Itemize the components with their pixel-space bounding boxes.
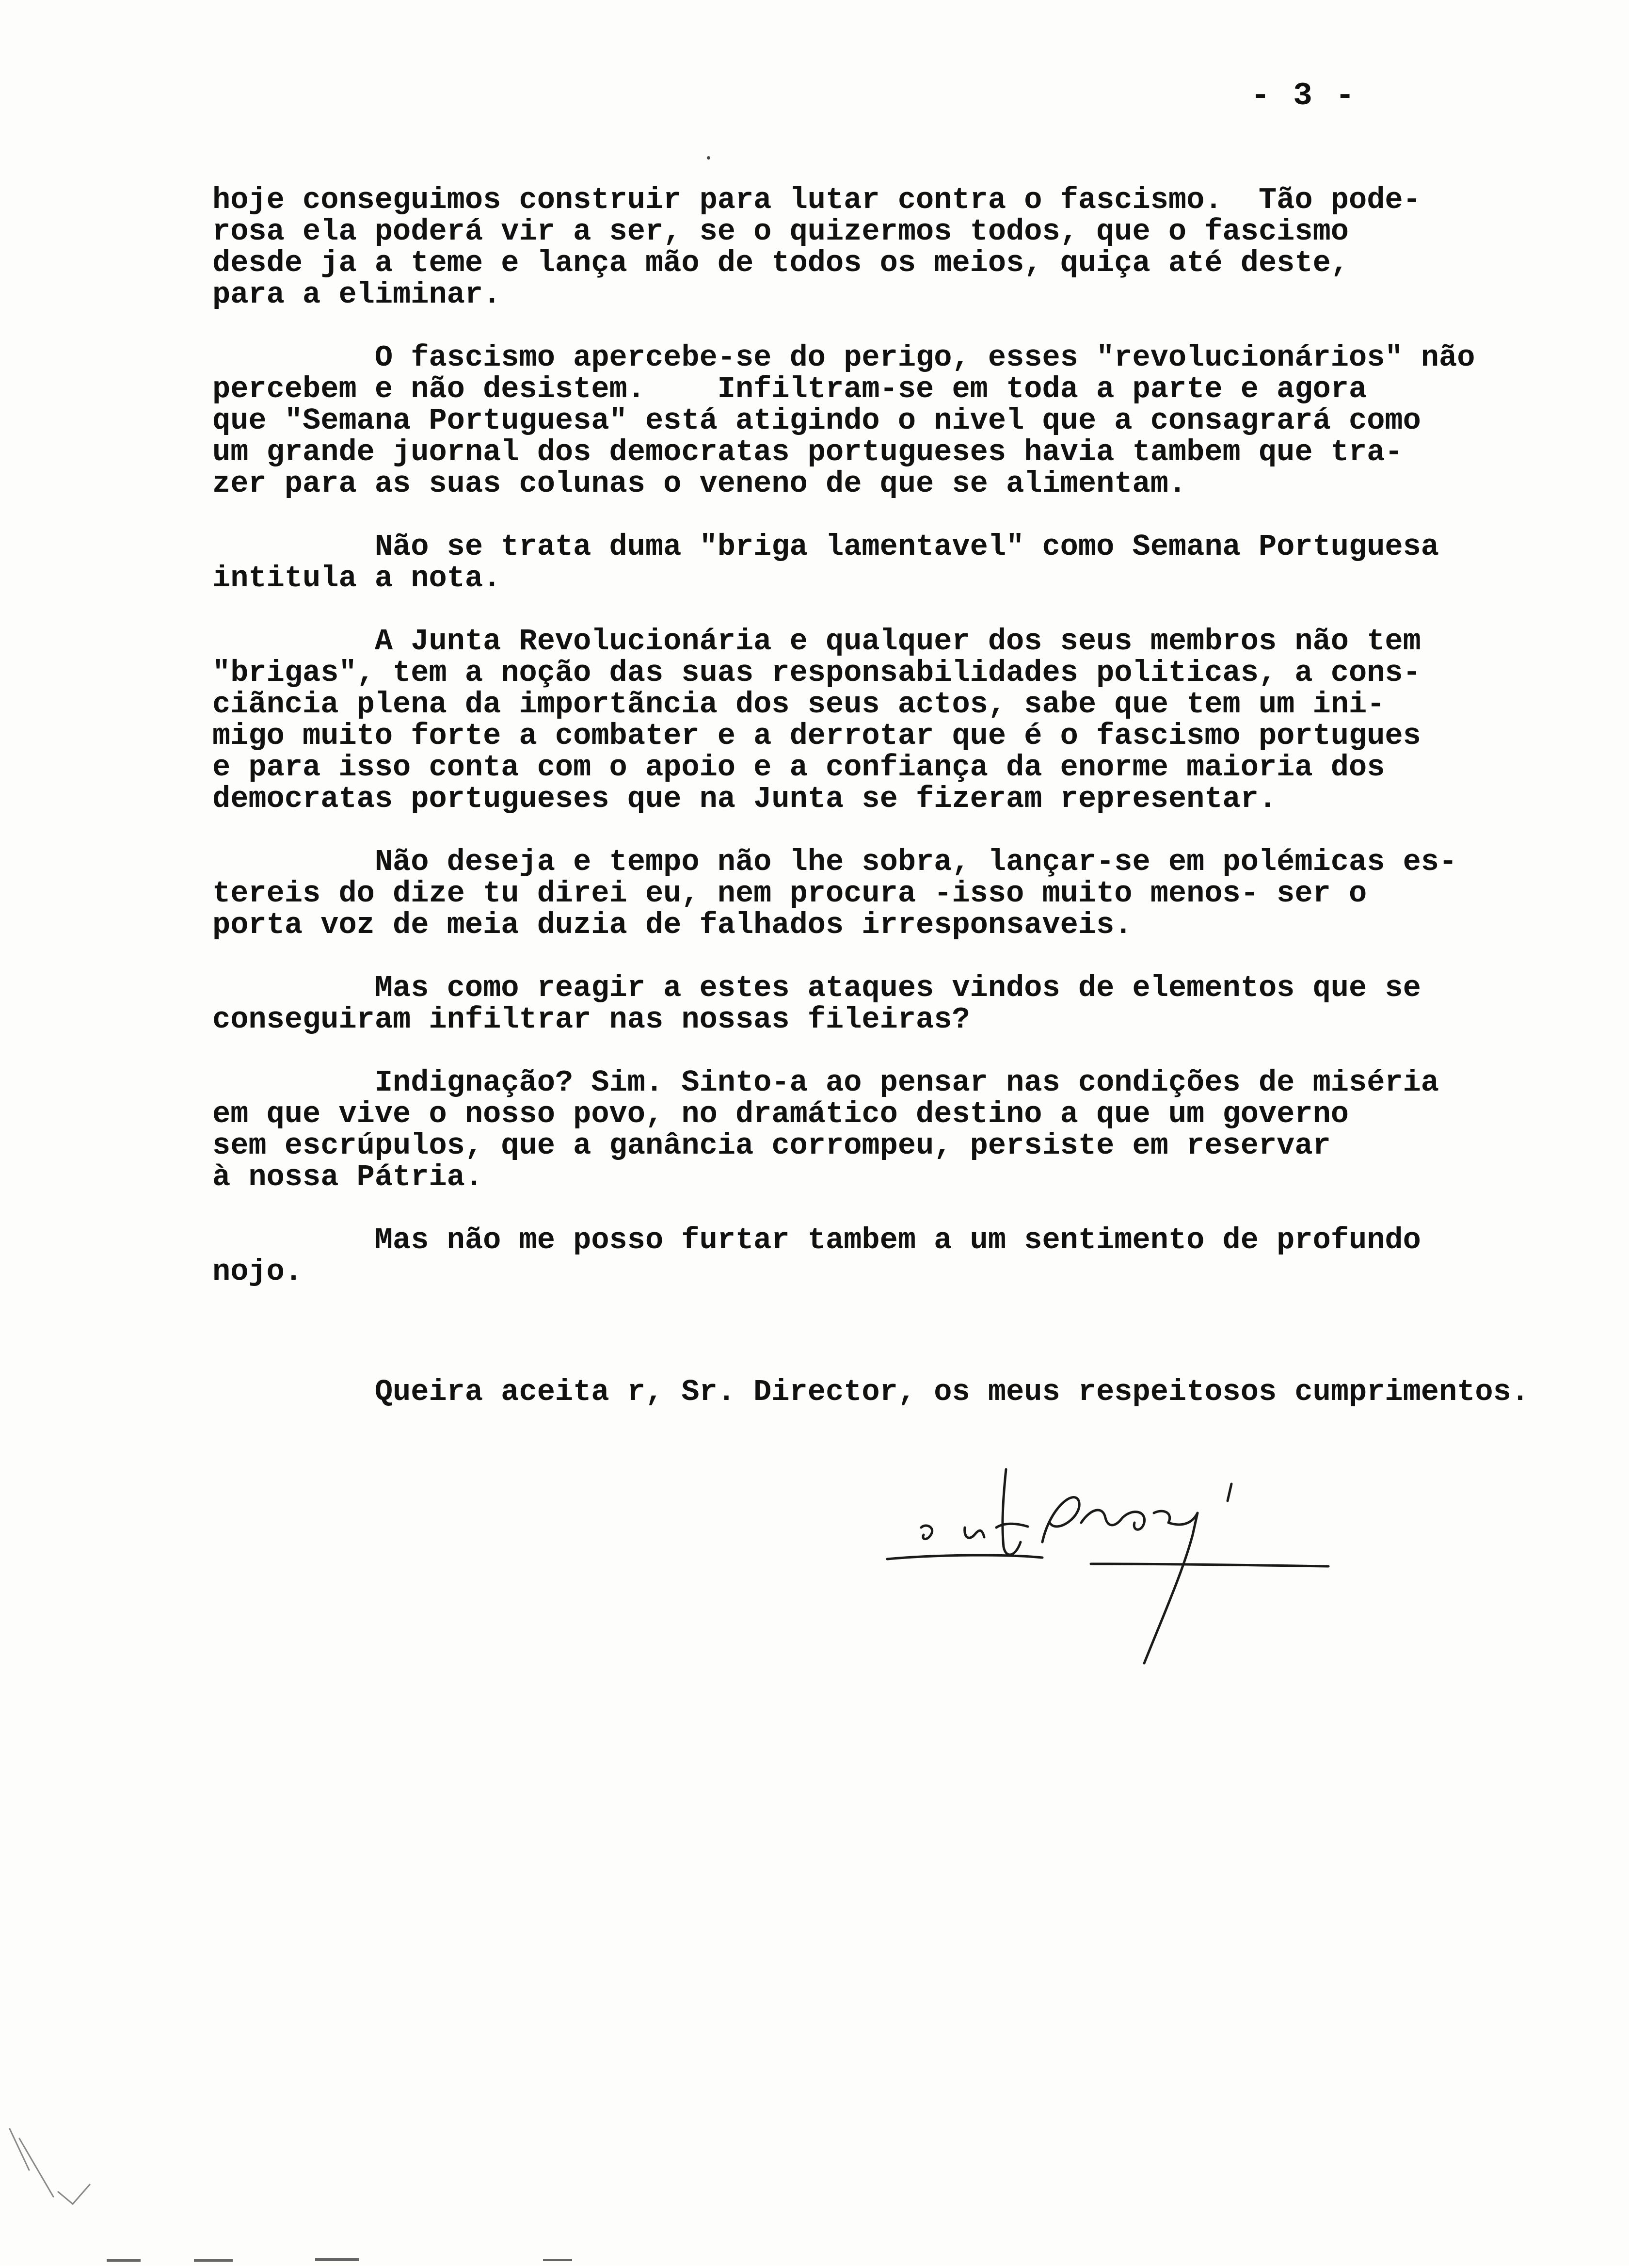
paragraph-1 bbox=[212, 184, 1492, 310]
bottom-smudge bbox=[194, 2259, 233, 2262]
paragraph-5 bbox=[212, 846, 1492, 941]
closing-line: Queira aceita r, Sr. Director, os meus respeitosos cumprimentos. bbox=[212, 1375, 1530, 1409]
paragraph-6 bbox=[212, 972, 1492, 1035]
text-line: ciãncia plena da importãncia dos seus actos, sabe que tem um ini- bbox=[212, 687, 1385, 722]
paragraph-8 bbox=[212, 1224, 1492, 1287]
signature-stroke bbox=[1081, 1510, 1122, 1525]
signature-stroke bbox=[1003, 1469, 1021, 1555]
paper-edge-marks bbox=[0, 2124, 145, 2266]
text-line: Mas não me posso furtar tambem a um sentimento de profundo bbox=[212, 1223, 1421, 1257]
text-line: "brigas", tem a noção das suas responsabilidades politicas, a cons- bbox=[212, 656, 1421, 690]
paragraph-4 bbox=[212, 626, 1492, 815]
text-line: O fascismo apercebe-se do perigo, esses "revolucionários" não bbox=[212, 340, 1475, 375]
text-line: tereis do dize tu direi eu, nem procura -isso muito menos- ser o bbox=[212, 876, 1367, 911]
signature-stroke bbox=[921, 1526, 932, 1539]
bottom-smudge bbox=[107, 2259, 141, 2262]
text-line: conseguiram infiltrar nas nossas fileiras? bbox=[212, 1002, 970, 1037]
bottom-smudge bbox=[543, 2259, 572, 2261]
signature-stroke bbox=[1228, 1484, 1231, 1501]
letter-body bbox=[212, 184, 1492, 1319]
text-line: Não se trata duma "briga lamentavel" como Semana Portuguesa bbox=[212, 530, 1439, 564]
text-line: à nossa Pátria. bbox=[212, 1160, 483, 1194]
text-line: democratas portugueses que na Junta se fizeram representar. bbox=[212, 782, 1277, 816]
text-line: para a eliminar. bbox=[212, 277, 501, 312]
bottom-marks-drawing bbox=[0, 2250, 1629, 2266]
ink-speck bbox=[707, 156, 710, 160]
text-line: em que vive o nosso povo, no dramático destino a que um governo bbox=[212, 1097, 1349, 1131]
paragraph-7 bbox=[212, 1067, 1492, 1193]
signature-stroke bbox=[1042, 1497, 1079, 1542]
edge-scratch bbox=[19, 2139, 53, 2197]
edge-marks-drawing bbox=[0, 2124, 145, 2266]
text-line: sem escrúpulos, que a ganância corrompeu, persiste em reservar bbox=[212, 1128, 1331, 1163]
bottom-smudge bbox=[315, 2258, 359, 2261]
signature-stroke bbox=[996, 1524, 1028, 1528]
text-line: nojo. bbox=[212, 1255, 303, 1289]
signature-stroke bbox=[965, 1528, 984, 1538]
edge-scratch bbox=[58, 2185, 90, 2204]
signature-stroke bbox=[1154, 1511, 1198, 1525]
text-line: Não deseja e tempo não lhe sobra, lançar-se em polémicas es- bbox=[212, 845, 1457, 879]
text-line: um grande juornal dos democratas portugueses havia tambem que tra- bbox=[212, 435, 1403, 469]
page-number: - 3 - bbox=[1251, 78, 1357, 114]
text-line: migo muito forte a combater e a derrotar que é o fascismo portugues bbox=[212, 719, 1421, 753]
signature-drawing bbox=[882, 1455, 1358, 1688]
signature-stroke bbox=[887, 1555, 1042, 1559]
text-line: desde ja a teme e lança mão de todos os meios, quiça até deste, bbox=[212, 246, 1349, 280]
text-line: porta voz de meia duzia de falhados irresponsaveis. bbox=[212, 908, 1133, 942]
paragraph-2 bbox=[212, 342, 1492, 499]
paper-bottom-marks bbox=[0, 2250, 1629, 2266]
text-line: e para isso conta com o apoio e a confiança da enorme maioria dos bbox=[212, 750, 1385, 785]
text-line: percebem e não desistem. Infiltram-se em toda a parte e agora bbox=[212, 372, 1367, 406]
text-line: A Junta Revolucionária e qualquer dos seus membros não tem bbox=[212, 624, 1421, 659]
handwritten-signature bbox=[882, 1455, 1358, 1688]
signature-stroke bbox=[1144, 1513, 1198, 1663]
text-line: Indignação? Sim. Sinto-a ao pensar nas condições de miséria bbox=[212, 1065, 1439, 1100]
signature-stroke bbox=[1122, 1512, 1145, 1530]
text-line: rosa ela poderá vir a ser, se o quizermos todos, que o fascismo bbox=[212, 214, 1349, 249]
text-line: intitula a nota. bbox=[212, 561, 501, 595]
text-line: zer para as suas colunas o veneno de que se alimentam. bbox=[212, 466, 1187, 501]
text-line: Mas como reagir a estes ataques vindos de elementos que se bbox=[212, 971, 1421, 1005]
text-line: que "Semana Portuguesa" está atigindo o nivel que a consagrará como bbox=[212, 403, 1421, 438]
paragraph-3 bbox=[212, 531, 1492, 594]
signature-stroke bbox=[1091, 1564, 1328, 1566]
text-line: hoje conseguimos construir para lutar contra o fascismo. Tão pode- bbox=[212, 183, 1421, 217]
